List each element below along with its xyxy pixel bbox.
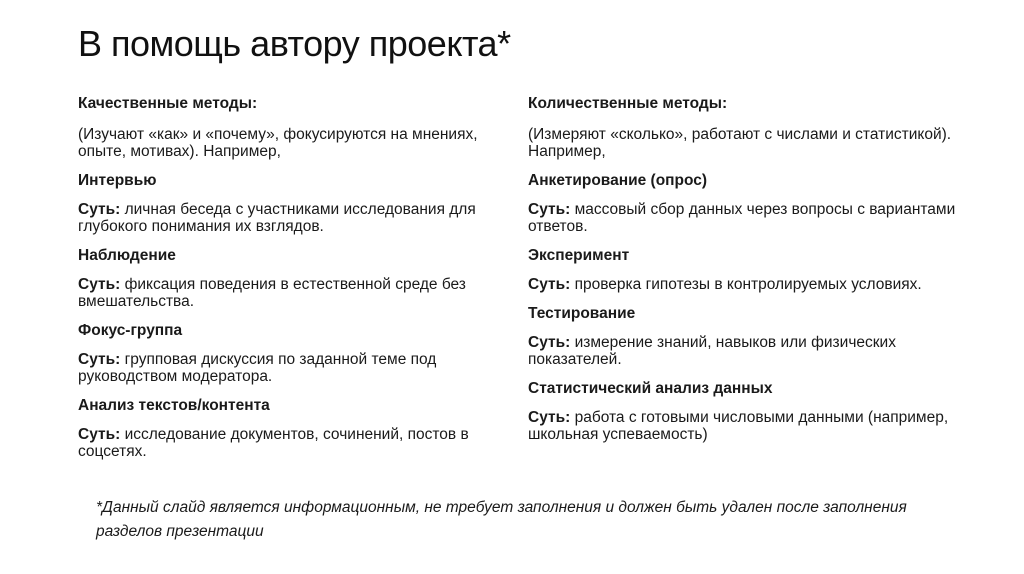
method-name: Фокус-группа <box>78 322 183 339</box>
essence-text: фиксация поведения в естественной среде без вмешательства. <box>78 276 466 310</box>
essence-text: проверка гипотезы в контролируемых условиях. <box>570 276 922 293</box>
essence-text: измерение знаний, навыков или физических показателей. <box>528 334 896 368</box>
essence-label: Суть: <box>78 351 121 368</box>
quantitative-heading: Количественные методы: <box>528 95 728 112</box>
method-description <box>78 201 498 235</box>
method-description <box>78 351 498 385</box>
essence-label: Суть: <box>528 409 571 426</box>
slide-footnote: *Данный слайд является информационным, не требует заполнения и должен быть удален после заполнения разделов презентации <box>96 499 907 540</box>
essence-text: групповая дискуссия по заданной теме под руководством модератора. <box>78 351 437 385</box>
qualitative-methods-column <box>78 95 498 472</box>
qualitative-intro: (Изучают «как» и «почему», фокусируются на мнениях, опыте, мотивах). Например, <box>78 126 478 160</box>
method-description <box>78 426 498 460</box>
method-description <box>528 201 958 235</box>
method-name: Анализ текстов/контента <box>78 397 270 414</box>
method-description <box>528 334 958 368</box>
essence-label: Суть: <box>78 201 121 218</box>
method-name: Тестирование <box>528 305 636 322</box>
method-description <box>528 276 958 293</box>
method-name: Анкетирование (опрос) <box>528 172 708 189</box>
essence-text: исследование документов, сочинений, постов в соцсетях. <box>78 426 469 460</box>
method-name: Эксперимент <box>528 247 630 264</box>
method-name: Интервью <box>78 172 157 189</box>
slide-title: В помощь автору проекта* <box>78 23 511 64</box>
essence-label: Суть: <box>528 334 571 351</box>
quantitative-methods-column <box>528 95 958 455</box>
essence-label: Суть: <box>78 426 121 443</box>
method-description <box>78 276 498 310</box>
essence-text: работа с готовыми числовыми данными (например, школьная успеваемость) <box>528 409 949 443</box>
quantitative-intro: (Измеряют «сколько», работают с числами и статистикой). Например, <box>528 126 952 160</box>
method-description <box>528 409 958 443</box>
qualitative-heading: Качественные методы: <box>78 95 258 112</box>
essence-label: Суть: <box>78 276 121 293</box>
essence-text: личная беседа с участниками исследования для глубокого понимания их взглядов. <box>78 201 476 235</box>
essence-text: массовый сбор данных через вопросы с вариантами ответов. <box>528 201 956 235</box>
method-name: Статистический анализ данных <box>528 380 773 397</box>
essence-label: Суть: <box>528 201 571 218</box>
essence-label: Суть: <box>528 276 571 293</box>
method-name: Наблюдение <box>78 247 176 264</box>
